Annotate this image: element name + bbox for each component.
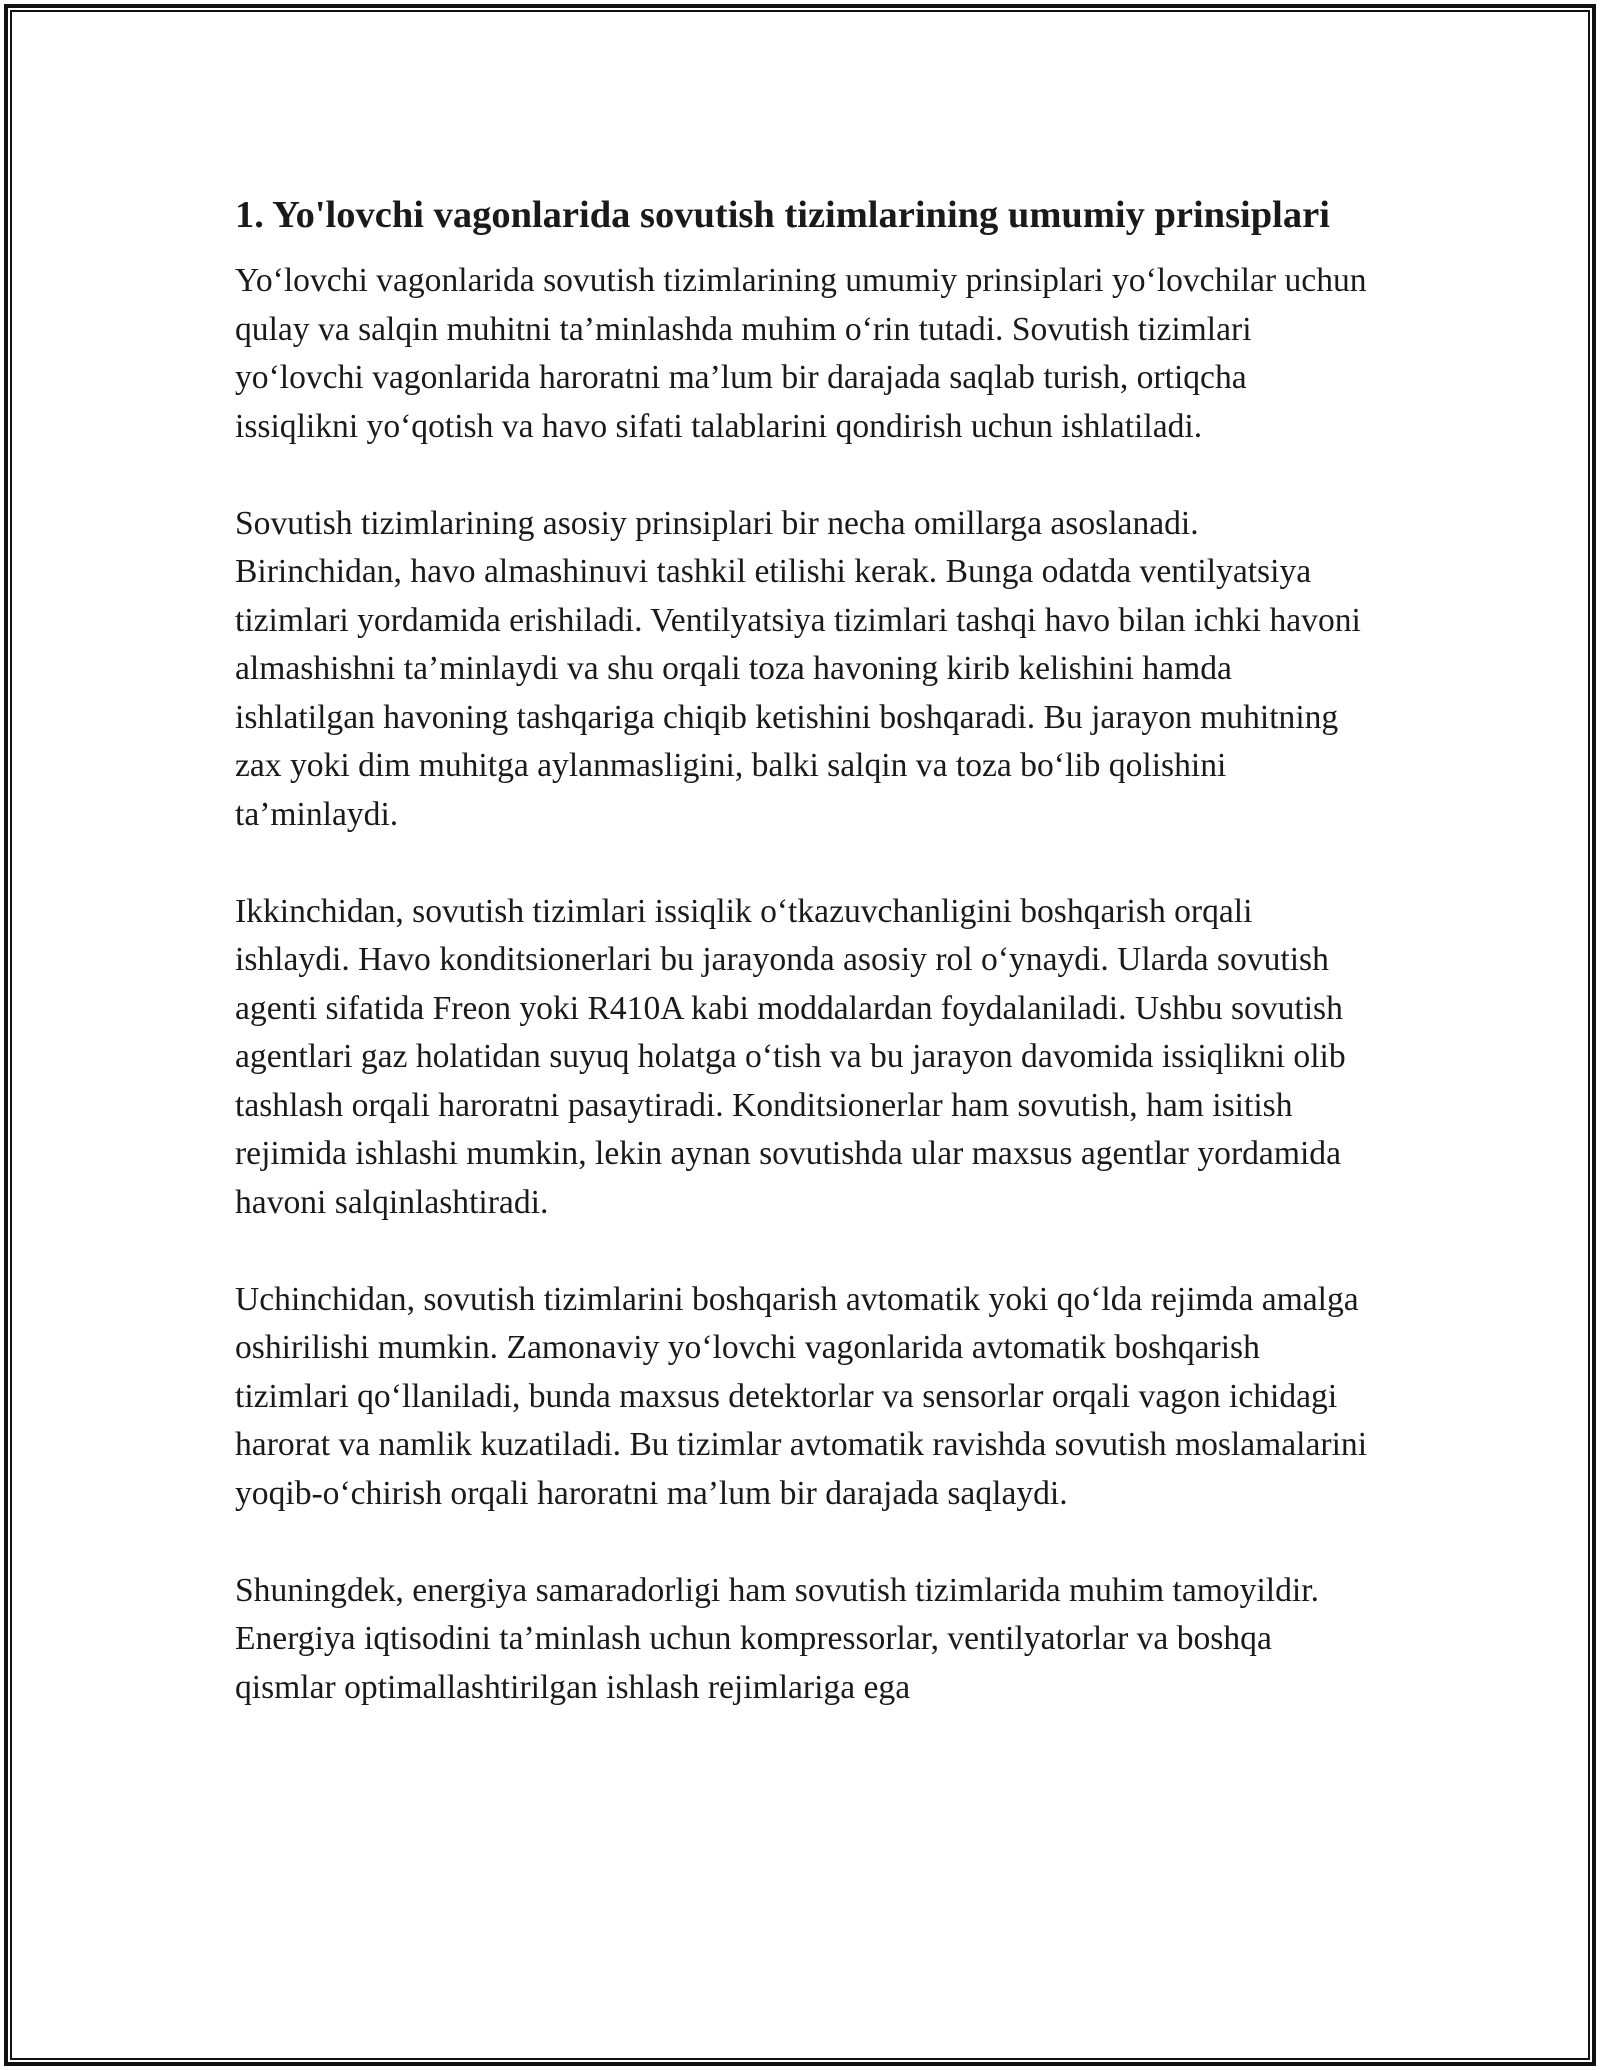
paragraph-2: Sovutish tizimlarining asosiy prinsiplari bir necha omillarga asoslanadi. Birinchidan, havo almashinuvi tashkil etilishi kerak. Bunga odatda ventilyatsiya tizimlari yordamida erishiladi. Ventilyatsiya tizimlari tashqi havo bilan ichki havoni almashishni ta’minlaydi va shu orqali toza havoning kirib kelishini hamda ishlatilgan havoning tashqariga chiqib ketishini boshqaradi. Bu jarayon muhitning zax yoki dim muhitga aylanmasligini, balki salqin va toza bo‘lib qolishini ta’minlaydi.: [235, 504, 1361, 833]
document-page: [235, 180, 1370, 1761]
paragraph-5: Shuningdek, energiya samaradorligi ham sovutish tizimlarida muhim tamoyildir. Energiya iqtisodini ta’minlash uchun kompressorlar, ventilyatorlar va boshqa qismlar optimallashtirilgan ishlash rejimlariga ega: [235, 1571, 1319, 1706]
section-heading: 1. Yo'lovchi vagonlarida sovutish tizimlarining umumiy prinsiplari: [235, 194, 1330, 236]
paragraph-1: Yo‘lovchi vagonlarida sovutish tizimlarining umumiy prinsiplari yo‘lovchilar uchun qulay va salqin muhitni ta’minlashda muhim o‘rin tutadi. Sovutish tizimlari yo‘lovchi vagonlarida haroratni ma’lum bir darajada saqlab turish, ortiqcha issiqlikni yo‘qotish va havo sifati talablarini qondirish uchun ishlatiladi.: [235, 262, 1367, 445]
paragraph-3: Ikkinchidan, sovutish tizimlari issiqlik o‘tkazuvchanligini boshqarish orqali ishlaydi. Havo konditsionerlari bu jarayonda asosiy rol o‘ynaydi. Ularda sovutish agenti sifatida Freon yoki R410A kabi moddalardan foydalaniladi. Ushbu sovutish agentlari gaz holatidan suyuq holatga o‘tish va bu jarayon davomida issiqlikni olib tashlash orqali haroratni pasaytiradi. Konditsionerlar ham sovutish, ham isitish rejimida ishlashi mumkin, lekin aynan sovutishda ular maxsus agentlar yordamida havoni salqinlashtiradi.: [235, 892, 1346, 1221]
paragraph-4: Uchinchidan, sovutish tizimlarini boshqarish avtomatik yoki qo‘lda rejimda amalga oshirilishi mumkin. Zamonaviy yo‘lovchi vagonlarida avtomatik boshqarish tizimlari qo‘llaniladi, bunda maxsus detektorlar va sensorlar orqali vagon ichidagi harorat va namlik kuzatiladi. Bu tizimlar avtomatik ravishda sovutish moslamalarini yoqib-o‘chirish orqali haroratni ma’lum bir darajada saqlaydi.: [235, 1280, 1368, 1512]
